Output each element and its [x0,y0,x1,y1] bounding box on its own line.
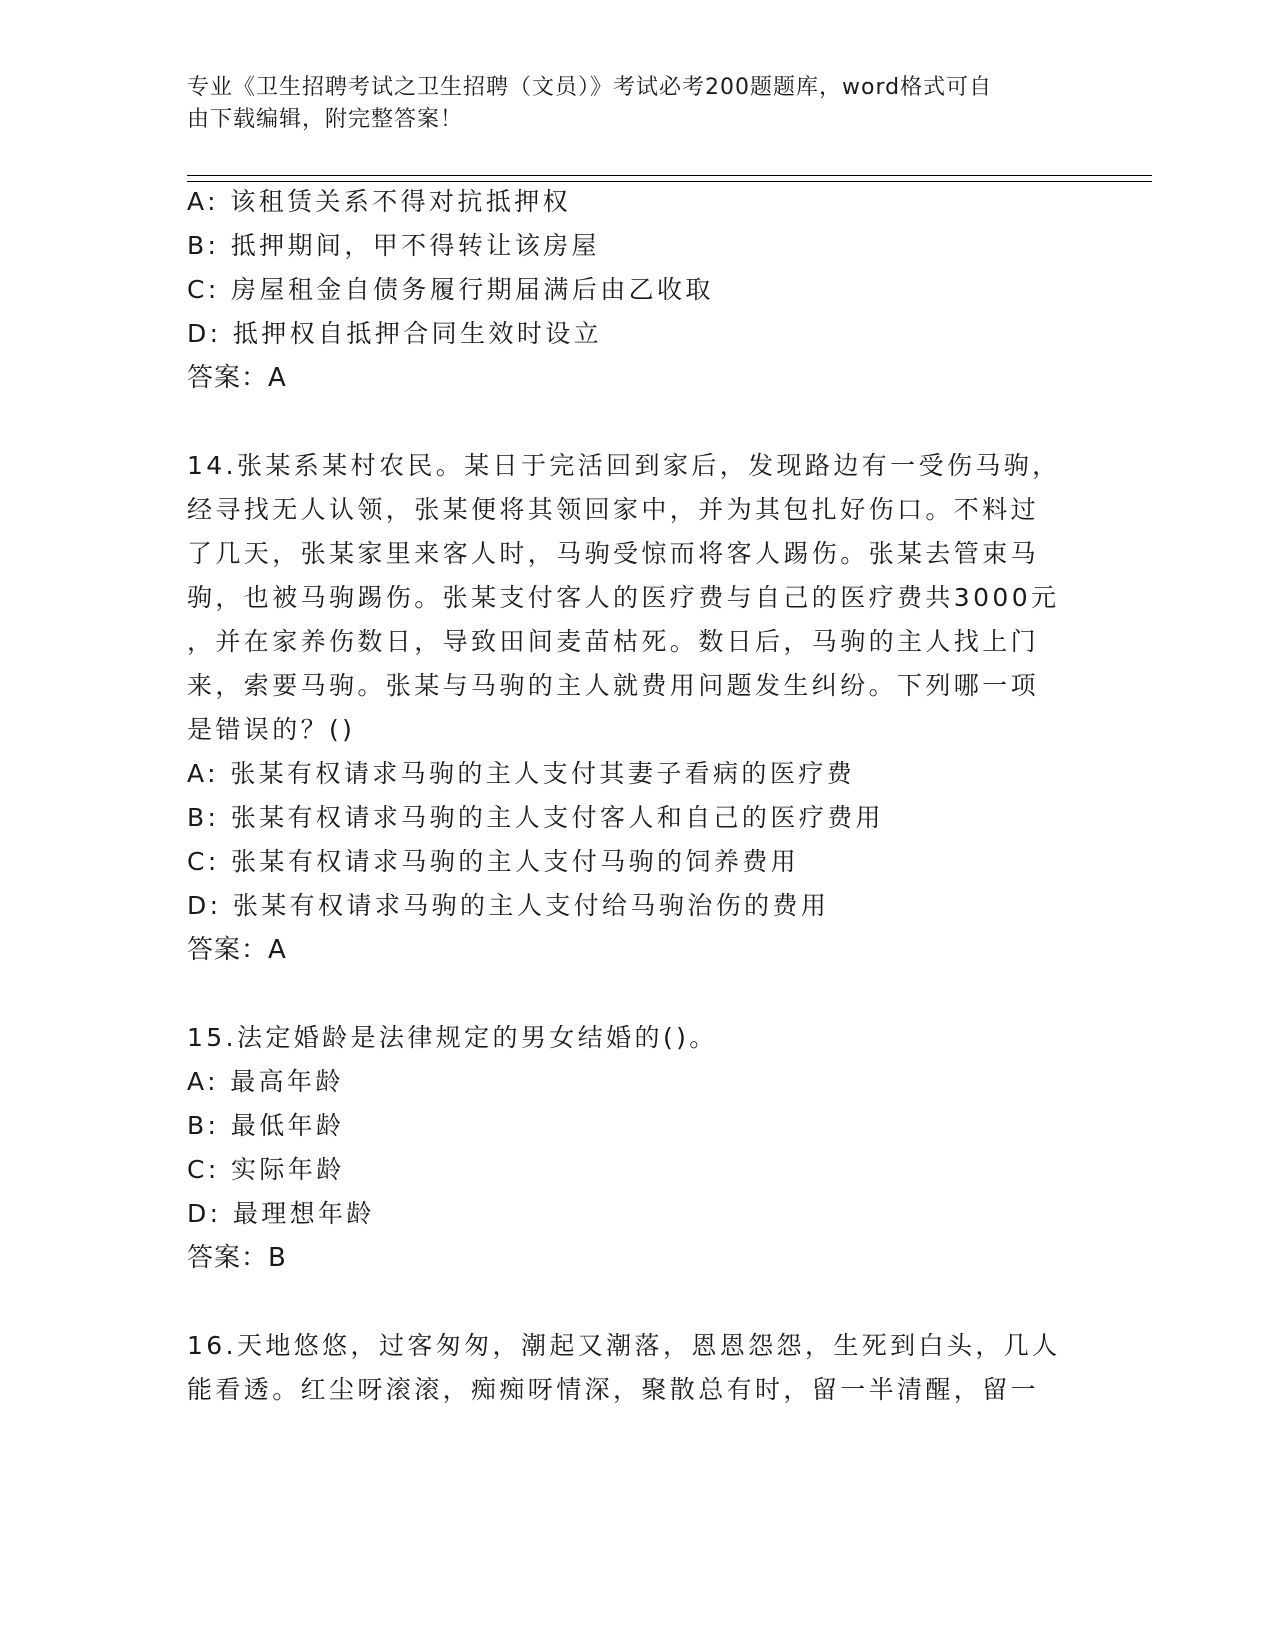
q13-option-a: A: 该租赁关系不得对抗抵押权 [187,187,572,216]
q15-option-c: C: 实际年龄 [187,1155,345,1184]
q14-stem-line: ，并在家养伤数日，导致田间麦苗枯死。数日后，马驹的主人找上门 [187,627,1040,656]
q14-stem-line: 经寻找无人认领，张某便将其领回家中，并为其包扎好伤口。不料过 [187,495,1040,524]
q14-stem-line: 了几天，张某家里来客人时，马驹受惊而将客人踢伤。张某去管束马 [187,539,1040,568]
q13-option-b: B: 抵押期间，甲不得转让该房屋 [187,231,600,260]
header-divider [187,181,1152,182]
header-line: 专业《卫生招聘考试之卫生招聘（文员）》考试必考200题题库，word格式可自 [187,75,993,100]
q15-answer: 答案：B [187,1243,287,1273]
q14-option-b: B: 张某有权请求马驹的主人支付客人和自己的医疗费用 [187,803,884,832]
q16-stem-line: 16.天地悠悠，过客匆匆，潮起又潮落，恩恩怨怨，生死到白头，几人 [187,1331,1061,1360]
q13-answer: 答案：A [187,363,287,393]
q14-stem-line: 来，索要马驹。张某与马驹的主人就费用问题发生纠纷。下列哪一项 [187,671,1040,700]
header-line: 由下载编辑，附完整答案！ [187,107,464,132]
q13-option-c: C: 房屋租金自债务履行期届满后由乙收取 [187,275,714,304]
q14-option-d: D: 张某有权请求马驹的主人支付给马驹治伤的费用 [187,891,830,920]
q16-stem-line: 能看透。红尘呀滚滚，痴痴呀情深，聚散总有时，留一半清醒，留一 [187,1375,1040,1404]
q14-stem-line: 是错误的？() [187,715,356,744]
document-header [187,72,1067,136]
q14-option-a: A: 张某有权请求马驹的主人支付其妻子看病的医疗费 [187,759,856,788]
q15-stem-line: 15.法定婚龄是法律规定的男女结婚的()。 [187,1023,718,1052]
q13-option-d: D: 抵押权自抵押合同生效时设立 [187,319,603,348]
q14-option-c: C: 张某有权请求马驹的主人支付马驹的饲养费用 [187,847,800,876]
q15-option-b: B: 最低年龄 [187,1111,345,1140]
q15-option-a: A: 最高年龄 [187,1067,344,1096]
q15-option-d: D: 最理想年龄 [187,1199,375,1228]
q14-stem-line: 驹，也被马驹踢伤。张某支付客人的医疗费与自己的医疗费共3000元 [187,583,1060,612]
header-divider [187,175,1152,176]
q14-answer: 答案：A [187,935,287,965]
q14-stem-line: 14.张某系某村农民。某日于完活回到家后，发现路边有一受伤马驹， [187,451,1061,480]
